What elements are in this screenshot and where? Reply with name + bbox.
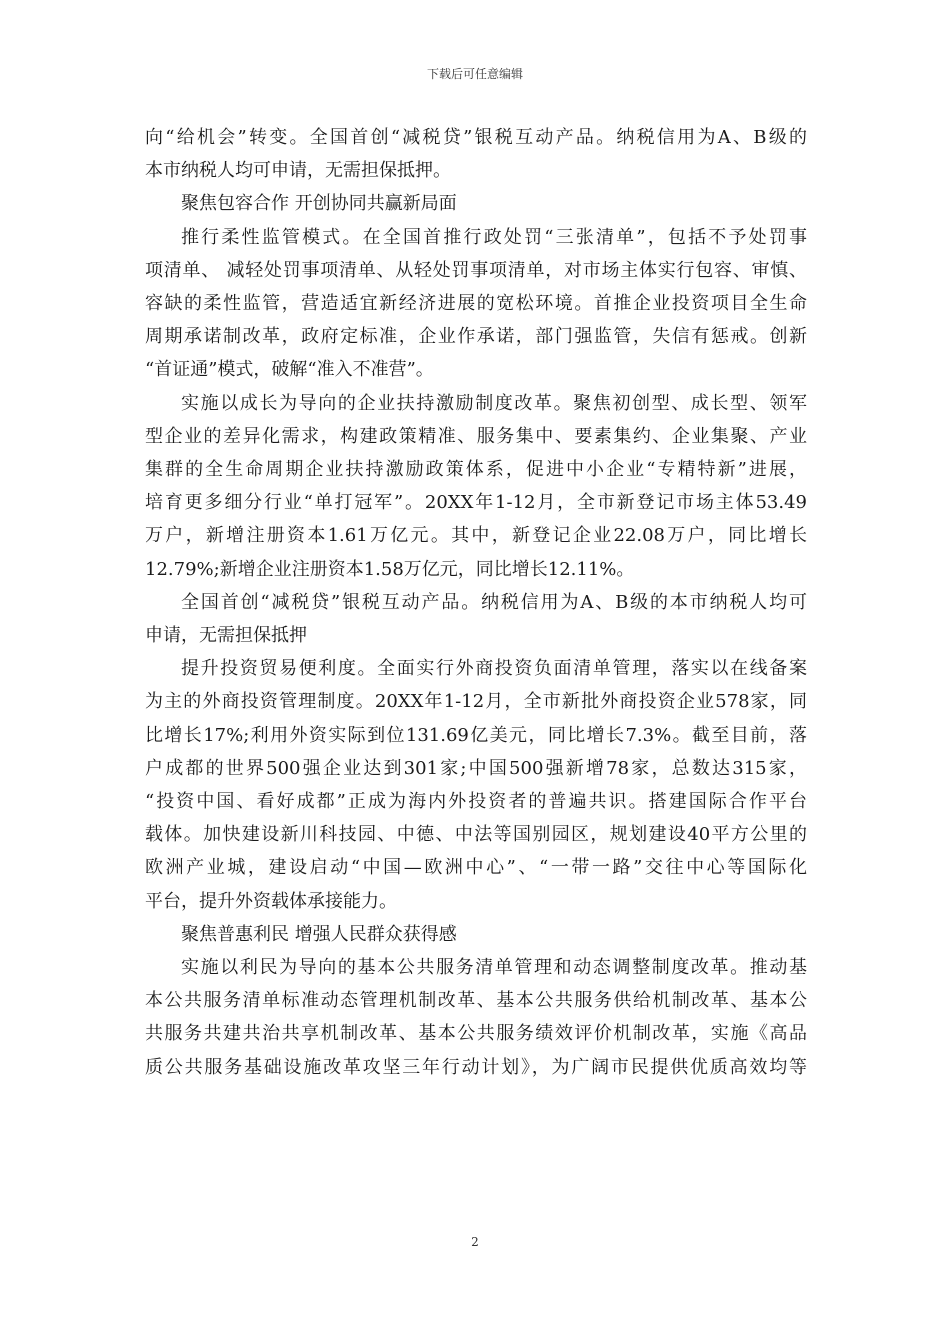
page-number: 2 [471, 1235, 479, 1249]
document-body [145, 121, 807, 1084]
section-heading-public-benefit [145, 918, 807, 951]
paragraph-tax-loan [145, 586, 807, 652]
text-line: 培育更多细分行业“单打冠军”。20XX年1-12月，全市新登记市场主体53.49 [145, 492, 807, 514]
text-line: 申请，无需担保抵押 [145, 625, 307, 647]
text-line: 聚焦包容合作 开创协同共赢新局面 [181, 193, 457, 215]
text-line: 实施以利民为导向的基本公共服务清单管理和动态调整制度改革。推动基 [181, 957, 807, 979]
text-line: 集群的全生命周期企业扶持激励政策体系，促进中小企业“专精特新”进展， [145, 459, 807, 481]
paragraph-continuation [145, 121, 807, 187]
text-line: 周期承诺制改革，政府定标准，企业作承诺，部门强监管，失信有惩戒。创新 [145, 326, 807, 348]
text-line: 户成都的世界500强企业达到301家;中国500强新增78家，总数达315家， [145, 757, 807, 779]
text-line: 12.79%;新增企业注册资本1.58万亿元，同比增长12.11%。 [145, 558, 635, 580]
text-line: 容缺的柔性监管，营造适宜新经济进展的宽松环境。首推企业投资项目全生命 [145, 293, 807, 315]
text-line: 项清单、 减轻处罚事项清单、从轻处罚事项清单，对市场主体实行包容、审慎、 [145, 259, 807, 281]
paragraph-investment-trade [145, 652, 807, 918]
text-line: 推行柔性监管模式。在全国首推行政处罚“三张清单”，包括不予处罚事 [181, 226, 807, 248]
text-line: 聚焦普惠利民 增强人民群众获得感 [181, 923, 457, 945]
paragraph-flexible-supervision [145, 221, 807, 387]
text-line: 型企业的差异化需求，构建政策精准、服务集中、要素集约、企业集聚、产业 [145, 425, 807, 447]
text-line: 本公共服务清单标准动态管理机制改革、基本公共服务供给机制改革、基本公 [145, 990, 807, 1012]
text-line: 为主的外商投资管理制度。20XX年1-12月，全市新批外商投资企业578家，同 [145, 691, 807, 713]
text-line: 比增长17%;利用外资实际到位131.69亿美元，同比增长7.3%。截至目前，落 [145, 724, 807, 746]
text-line: 全国首创“减税贷”银税互动产品。纳税信用为A、B级的本市纳税人均可 [181, 591, 807, 613]
text-line: “首证通”模式，破解“准入不准营”。 [145, 359, 434, 381]
text-line: 提升投资贸易便利度。全面实行外商投资负面清单管理，落实以在线备案 [181, 658, 807, 680]
paragraph-enterprise-support [145, 387, 807, 586]
text-line: 实施以成长为导向的企业扶持激励制度改革。聚焦初创型、成长型、领军 [181, 392, 807, 414]
text-line: 平台，提升外资载体承接能力。 [145, 890, 397, 912]
page-header: 下载后可任意编辑 [426, 67, 523, 81]
paragraph-public-services [145, 951, 807, 1084]
text-line: 欧洲产业城，建设启动“中国—欧洲中心”、“一带一路”交往中心等国际化 [145, 857, 807, 879]
text-line: 本市纳税人均可申请，无需担保抵押。 [145, 160, 451, 182]
section-heading-inclusive-cooperation [145, 187, 807, 220]
text-line: 共服务共建共治共享机制改革、基本公共服务绩效评价机制改革，实施《高品 [145, 1023, 807, 1045]
text-line: 万户，新增注册资本1.61万亿元。其中，新登记企业22.08万户，同比增长 [145, 525, 807, 547]
text-line: 向“给机会”转变。全国首创“减税贷”银税互动产品。纳税信用为A、B级的 [145, 127, 807, 148]
text-line: 载体。加快建设新川科技园、中德、中法等国别园区，规划建设40平方公里的 [145, 824, 807, 846]
text-line: 质公共服务基础设施改革攻坚三年行动计划》，为广阔市民提供优质高效均等 [145, 1056, 807, 1078]
text-line: “投资中国、看好成都”正成为海内外投资者的普遍共识。搭建国际合作平台 [145, 791, 807, 813]
